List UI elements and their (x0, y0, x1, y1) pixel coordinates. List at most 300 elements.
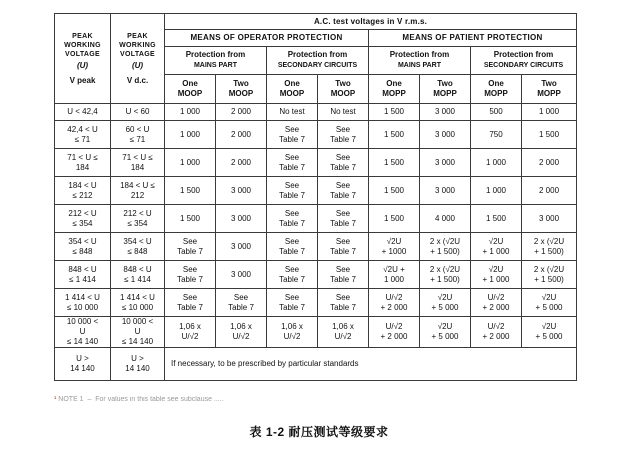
cell-line: + 1 500) (534, 246, 564, 256)
protection-from-text: Protection from (287, 50, 348, 59)
cell-line: ≤ 848 (72, 246, 93, 256)
test-voltage-cell (471, 177, 522, 205)
test-voltage-cell (369, 261, 420, 289)
cell-line: √2U (488, 236, 504, 246)
protection-from-header (165, 47, 267, 75)
cell-line: One (284, 79, 300, 88)
cell-line: + 5 000 (431, 332, 459, 341)
header-word: PEAK (127, 32, 148, 40)
cell-line: √2U (437, 292, 453, 302)
cell-line: MOPP (537, 89, 561, 98)
test-voltage-cell (420, 149, 471, 177)
dc-voltage-range-cell (111, 177, 165, 205)
cell-line: 1 000 (485, 185, 507, 195)
test-voltage-cell (369, 104, 420, 121)
table-row (55, 149, 577, 177)
cell-line: √2U (437, 322, 453, 331)
test-voltage-cell (216, 121, 267, 149)
cell-line: U/√2 (334, 332, 352, 341)
unit-label: V d.c. (126, 75, 149, 85)
cell-line: + 1 500) (534, 274, 564, 284)
cell-line: 3 000 (230, 185, 252, 195)
cell-line: 10 000 < (121, 317, 154, 326)
cell-line: 1 000 (383, 274, 405, 284)
dc-voltage-range-cell (111, 317, 165, 348)
test-voltage-cell (216, 289, 267, 317)
cell-line: U > (76, 354, 89, 363)
cell-line: Two (541, 79, 557, 88)
test-voltage-cell (471, 205, 522, 233)
cell-line: 1 500 (179, 213, 201, 223)
peak-voltage-range-cell (55, 289, 111, 317)
cell-line: Table 7 (330, 190, 356, 200)
test-voltage-cell (471, 233, 522, 261)
header-word: PEAK (72, 32, 93, 40)
protection-from-text: Protection from (389, 50, 450, 59)
cell-line: 3 000 (434, 107, 456, 116)
cell-line: 3 000 (539, 213, 560, 223)
peak-voltage-range-cell (55, 121, 111, 149)
cell-line: U > (131, 354, 144, 363)
cell-line: Two (437, 79, 453, 88)
cell-line: 14 140 (125, 364, 150, 373)
test-voltage-cell (318, 233, 369, 261)
test-voltage-cell (318, 149, 369, 177)
cell-line: See (284, 180, 300, 190)
test-voltage-cell (267, 261, 318, 289)
cell-line: 2 x (√2U (533, 264, 565, 274)
cell-line: Table 7 (330, 218, 356, 228)
cell-line: Two (335, 79, 351, 88)
protection-from-header (369, 47, 471, 75)
cell-line: + 1 500) (430, 246, 460, 256)
cell-line: 1 500 (485, 213, 507, 223)
cell-line: One (182, 79, 198, 88)
cell-line: See (284, 208, 300, 218)
dc-voltage-range-cell (111, 205, 165, 233)
header-word: WORKING (119, 41, 156, 49)
cell-line: 2 x (√2U (429, 236, 461, 246)
moop-mopp-header (165, 75, 216, 104)
test-voltage-cell (522, 261, 577, 289)
protection-target-text: SECONDARY CIRCUITS (483, 62, 564, 69)
cell-line: ≤ 354 (72, 218, 93, 228)
table-row (55, 289, 577, 317)
cell-line: Table 7 (279, 190, 305, 200)
test-voltage-cell (369, 149, 420, 177)
peak-voltage-range-cell (55, 177, 111, 205)
means-of-operator-protection-header: MEANS OF OPERATOR PROTECTION (165, 30, 369, 47)
cell-line: Table 7 (279, 134, 305, 144)
peak-voltage-range-cell (55, 149, 111, 177)
peak-voltage-range-cell (55, 205, 111, 233)
cell-line: 1,06 x (179, 322, 201, 331)
cell-line: 1 500 (383, 213, 405, 223)
test-voltage-cell (471, 289, 522, 317)
cell-line: √2U + (383, 264, 405, 274)
cell-line: 184 (130, 162, 145, 172)
protection-from-header (471, 47, 577, 75)
test-voltage-cell (165, 149, 216, 177)
cell-line: 1,06 x (332, 322, 354, 331)
test-voltage-cell (522, 317, 577, 348)
table-row (55, 104, 577, 121)
test-voltage-cell (216, 317, 267, 348)
cell-line: U/√2 (385, 322, 403, 331)
test-voltage-cell (471, 261, 522, 289)
moop-mopp-header (369, 75, 420, 104)
test-voltage-cell (318, 104, 369, 121)
cell-line: 71 < U ≤ (122, 152, 153, 162)
test-voltage-cell (318, 317, 369, 348)
cell-line: No test (279, 107, 305, 116)
test-voltage-cell (420, 317, 471, 348)
dc-voltage-range-cell (111, 348, 165, 381)
test-voltage-cell (471, 104, 522, 121)
cell-line: See (335, 292, 351, 302)
cell-line: 3 000 (434, 185, 456, 195)
cell-line: Table 7 (177, 302, 203, 312)
cell-line: + 5 000 (535, 302, 563, 312)
test-voltage-cell (267, 149, 318, 177)
cell-line: Table 7 (279, 274, 305, 284)
test-voltage-cell (369, 177, 420, 205)
moop-mopp-header (318, 75, 369, 104)
cell-line: ≤ 10 000 (121, 302, 154, 312)
dc-voltage-range-cell (111, 104, 165, 121)
cell-line: U (79, 327, 86, 336)
dc-voltage-range-cell (111, 149, 165, 177)
cell-line: Table 7 (228, 302, 254, 312)
test-voltage-cell (216, 205, 267, 233)
cell-line: ≤ 354 (127, 218, 148, 228)
test-voltage-cell (369, 205, 420, 233)
cell-line: 10 000 < (66, 317, 99, 326)
table-row (55, 121, 577, 149)
cell-line: 60 < U (125, 124, 150, 134)
cell-line: 184 (75, 162, 90, 172)
cell-line: U/√2 (283, 332, 301, 341)
cell-line: 42,4 < U (67, 124, 98, 134)
cell-line: 1 414 < U (120, 292, 155, 302)
cell-line: See (335, 208, 351, 218)
cell-line: See (284, 124, 300, 134)
cell-line: 1 000 (179, 107, 201, 116)
cell-line: See (335, 152, 351, 162)
test-voltage-cell (165, 317, 216, 348)
cell-line: Table 7 (330, 134, 356, 144)
cell-line: + 1 000 (482, 274, 510, 284)
cell-line: U (134, 327, 141, 336)
cell-line: Table 7 (330, 274, 356, 284)
test-voltage-cell (165, 121, 216, 149)
voltage-symbol: (U) (131, 60, 144, 70)
cell-line: 1,06 x (281, 322, 303, 331)
cropped-note-fragment: ¹ NOTE 1 – For values in this table see subclause ..... (54, 396, 224, 403)
header-row-title (55, 14, 577, 30)
cell-line: MOOP (279, 89, 305, 98)
cell-line: See (284, 264, 300, 274)
cell-line: 1 500 (383, 157, 405, 167)
table-row (55, 317, 577, 348)
test-voltage-cell (267, 289, 318, 317)
cell-line: 354 < U (123, 236, 152, 246)
moop-mopp-header (267, 75, 318, 104)
cell-line: Two (233, 79, 249, 88)
peak-voltage-range-cell (55, 317, 111, 348)
cell-line: + 1 500) (430, 274, 460, 284)
cell-line: √2U (541, 292, 557, 302)
moop-mopp-header (216, 75, 267, 104)
cell-line: 2 000 (539, 185, 560, 195)
cell-line: Table 7 (330, 162, 356, 172)
cell-line: 4 000 (434, 213, 456, 223)
voltage-symbol: (U) (76, 60, 89, 70)
table-row (55, 177, 577, 205)
vdc_col-column-header (111, 14, 165, 104)
test-voltage-cell (471, 121, 522, 149)
test-voltage-cell (216, 233, 267, 261)
cell-line: 3 000 (434, 129, 456, 139)
cell-line: U/√2 (385, 292, 403, 302)
cell-line: Table 7 (330, 302, 356, 312)
protection-from-text: Protection from (493, 50, 554, 59)
test-voltage-cell (267, 104, 318, 121)
cell-line: + 2 000 (380, 332, 408, 341)
cell-line: ≤ 212 (72, 190, 93, 200)
test-voltage-cell (165, 177, 216, 205)
dc-voltage-range-cell (111, 261, 165, 289)
cell-line: 3 000 (434, 157, 456, 167)
test-voltage-table-sheet (54, 13, 576, 381)
cell-line: √2U (541, 322, 557, 331)
test-voltage-cell (318, 177, 369, 205)
test-voltage-cell (420, 121, 471, 149)
cell-line: ≤ 71 (74, 134, 91, 144)
cell-line: Table 7 (279, 302, 305, 312)
cell-line: Table 7 (177, 274, 203, 284)
table-caption: 表 1-2 耐压测试等级要求 (249, 425, 389, 439)
cell-line: + 2 000 (482, 332, 510, 341)
cell-line: MOOP (330, 89, 356, 98)
cell-line: ≤ 1 414 (124, 274, 151, 284)
cell-line: MOPP (484, 89, 508, 98)
cell-line: 1 000 (179, 157, 201, 167)
cell-line: 1 000 (539, 107, 560, 116)
dc-voltage-range-cell (111, 233, 165, 261)
test-voltage-cell (471, 149, 522, 177)
test-voltage-cell (216, 261, 267, 289)
cell-line: See (284, 292, 300, 302)
dc-voltage-range-cell (111, 121, 165, 149)
test-voltage-cell (318, 205, 369, 233)
cell-line: No test (330, 107, 356, 116)
moop-mopp-header (522, 75, 577, 104)
cell-line: 3 000 (230, 269, 252, 279)
test-voltage-cell (522, 205, 577, 233)
test-voltage-cell (420, 205, 471, 233)
test-voltage-cell (420, 261, 471, 289)
cell-line: U/√2 (232, 332, 250, 341)
test-voltage-cell (267, 121, 318, 149)
table-row (55, 261, 577, 289)
test-voltage-cell (522, 289, 577, 317)
header-word: VOLTAGE (65, 50, 100, 58)
table-row (55, 233, 577, 261)
ac-test-voltages-title: A.C. test voltages in V r.m.s. (165, 14, 577, 30)
moop-mopp-header (471, 75, 522, 104)
cell-line: ≤ 14 140 (66, 337, 99, 346)
cell-line: 1,06 x (230, 322, 252, 331)
test-voltage-cell (420, 177, 471, 205)
test-voltage-cell (522, 233, 577, 261)
test-voltage-cell (471, 317, 522, 348)
header-word: WORKING (64, 41, 101, 49)
cell-line: Table 7 (177, 246, 203, 256)
table-row (55, 205, 577, 233)
test-voltage-cell (420, 289, 471, 317)
cell-line: MOOP (228, 89, 254, 98)
test-voltage-cell (369, 121, 420, 149)
test-voltage-cell (267, 233, 318, 261)
cell-line: 1 500 (383, 129, 405, 139)
cell-line: 2 x (√2U (533, 236, 565, 246)
test-voltage-cell (216, 177, 267, 205)
cell-line: + 2 000 (380, 302, 408, 312)
cell-line: U < 60 (125, 107, 150, 116)
cell-line: 1 500 (383, 107, 405, 116)
peak-voltage-range-cell (55, 104, 111, 121)
cell-line: See (335, 264, 351, 274)
cell-line: 71 < U ≤ (67, 152, 98, 162)
cell-line: 2 000 (539, 157, 560, 167)
cell-line: 1 414 < U (65, 292, 100, 302)
dc-voltage-range-cell (111, 289, 165, 317)
test-voltage-cell (165, 205, 216, 233)
cell-line: Table 7 (330, 246, 356, 256)
cell-line: See (335, 124, 351, 134)
table-row (55, 348, 577, 381)
test-voltage-cell (318, 261, 369, 289)
cell-line: Table 7 (279, 246, 305, 256)
cell-line: 212 (130, 190, 145, 200)
cell-line: 212 < U (68, 208, 97, 218)
peak_col-column-header (55, 14, 111, 104)
cell-line: 1 500 (539, 129, 560, 139)
cell-line: ≤ 71 (129, 134, 146, 144)
test-voltage-cell (165, 289, 216, 317)
cell-line: See (182, 264, 198, 274)
cell-line: 1 500 (179, 185, 201, 195)
peak-voltage-range-cell (55, 261, 111, 289)
cell-line: See (284, 152, 300, 162)
test-voltage-cell (420, 104, 471, 121)
test-voltage-cell (267, 177, 318, 205)
cell-line: 184 < U ≤ (120, 180, 155, 190)
unit-label: V peak (69, 75, 96, 85)
cell-line: √2U (488, 264, 504, 274)
cell-line: Table 7 (279, 162, 305, 172)
cell-line: 848 < U (123, 264, 152, 274)
cell-line: ≤ 848 (127, 246, 148, 256)
cell-line: U/√2 (487, 292, 505, 302)
cell-line: MOOP (177, 89, 203, 98)
test-voltage-cell (165, 233, 216, 261)
cell-line: + 1000 (381, 246, 407, 256)
peak-voltage-range-cell (55, 233, 111, 261)
particular-standards-note-cell: If necessary, to be prescribed by particular standards (165, 348, 577, 381)
test-voltage-cell (318, 289, 369, 317)
cell-line: See (335, 236, 351, 246)
cell-line: 3 000 (230, 241, 252, 251)
cell-line: + 5 000 (535, 332, 563, 341)
cell-line: 1 000 (485, 157, 507, 167)
means-of-patient-protection-header: MEANS OF PATIENT PROTECTION (369, 30, 577, 47)
cell-line: See (182, 292, 198, 302)
test-voltage-cell (267, 317, 318, 348)
cell-line: MOPP (382, 89, 406, 98)
test-voltage-cell (522, 104, 577, 121)
cell-line: U < 42,4 (67, 107, 98, 116)
cell-line: 1 000 (179, 129, 201, 139)
test-voltage-cell (369, 289, 420, 317)
protection-target-text: SECONDARY CIRCUITS (277, 62, 358, 69)
test-voltage-cell (216, 149, 267, 177)
test-voltage-cell (522, 121, 577, 149)
cell-line: Table 7 (279, 218, 305, 228)
test-voltage-cell (522, 177, 577, 205)
cell-line: ≤ 1 414 (69, 274, 96, 284)
test-voltage-cell (522, 149, 577, 177)
cell-line: 212 < U (123, 208, 152, 218)
cell-line: 2 000 (230, 129, 252, 139)
cell-line: + 2 000 (482, 302, 510, 312)
test-voltage-cell (165, 104, 216, 121)
cell-line: One (386, 79, 402, 88)
cell-line: + 5 000 (431, 302, 459, 312)
test-voltage-cell (369, 317, 420, 348)
cell-line: √2U (386, 236, 402, 246)
cell-line: U/√2 (487, 322, 505, 331)
cell-line: 2 000 (230, 107, 252, 116)
cell-line: + 1 000 (482, 246, 510, 256)
test-voltage-cell (369, 233, 420, 261)
test-voltage-cell (318, 121, 369, 149)
test-voltage-table (54, 13, 577, 381)
protection-target-text: MAINS PART (397, 62, 442, 69)
cell-line: ≤ 10 000 (66, 302, 99, 312)
cell-line: See (284, 236, 300, 246)
cell-line: 3 000 (230, 213, 252, 223)
cell-line: 2 x (√2U (429, 264, 461, 274)
cell-line: 750 (489, 129, 503, 139)
protection-target-text: MAINS PART (193, 62, 238, 69)
protection-from-text: Protection from (185, 50, 246, 59)
cell-line: 14 140 (70, 364, 95, 373)
cell-line: One (488, 79, 504, 88)
cell-line: 848 < U (68, 264, 97, 274)
cell-line: 1 500 (383, 185, 405, 195)
cell-line: 184 < U (68, 180, 97, 190)
header-word: VOLTAGE (120, 50, 155, 58)
cell-line: 500 (489, 107, 503, 116)
cell-line: 2 000 (230, 157, 252, 167)
cell-line: See (182, 236, 198, 246)
moop-mopp-header (420, 75, 471, 104)
cell-line: 354 < U (68, 236, 97, 246)
cell-line: ≤ 14 140 (121, 337, 154, 346)
test-voltage-cell (165, 261, 216, 289)
